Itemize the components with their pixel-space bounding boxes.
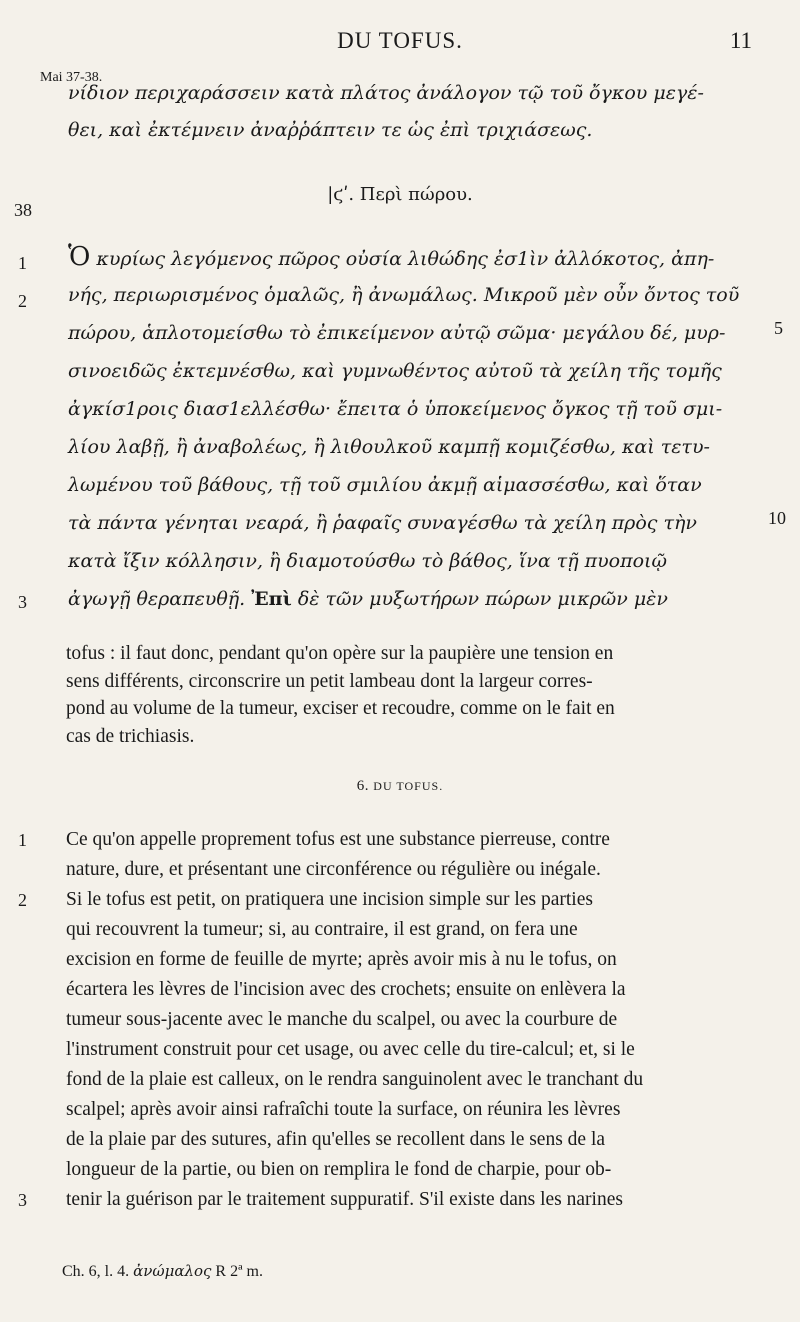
- french-intro-line-4: cas de trichiasis.: [66, 725, 195, 747]
- manuscript-reference: Mai 37-38.: [40, 70, 103, 85]
- french-intro-line-1: tofus : il faut donc, pendant qu'on opère sur la paupière une tension en: [66, 643, 614, 664]
- greek-section-line-10: [68, 580, 768, 618]
- french-line-2: nature, dure, et présentant une circonférence ou régulière ou inégale.: [66, 859, 601, 880]
- french-margin-paragraph-3: 3: [18, 1190, 27, 1210]
- french-line-8: l'instrument construit pour cet usage, ou avec celle du tire-calcul; et, si le: [66, 1039, 635, 1060]
- greek-section-line-4: σινοειδῶς ἐκτεμνέσθω, καὶ γυμνωθέντος αὐτοῦ τὰ χείλη τῆς τομῆς: [68, 360, 722, 382]
- french-line-4: qui recouvrent la tumeur; si, au contraire, il est grand, on fera une: [66, 919, 578, 940]
- footnote-source: R 2ª m.: [211, 1263, 263, 1280]
- french-line-9: fond de la plaie est calleux, on le rendra sanguinolent avec le tranchant du: [66, 1069, 644, 1090]
- french-margin-paragraph-1: 1: [18, 830, 27, 850]
- greek-last-line-start: ἀγωγῇ θεραπευθῇ.: [68, 588, 252, 610]
- greek-section-line-6: λίου λαβῇ, ἢ ἀναβολέως, ἢ λιθουλκοῦ καμπῇ κομιζέσθω, καὶ τετυ-: [68, 436, 710, 458]
- greek-margin-paragraph-2: 2: [18, 291, 27, 311]
- greek-line-2: θει, καὶ ἐκτέμνειν ἀναῤῥάπτειν τε ὡς ἐπὶ τριχιάσεως.: [68, 119, 593, 141]
- greek-line-1: νίδιον περιχαράσσειν κατὰ πλάτος ἀνάλογον τῷ τοῦ ὄγκου μεγέ-: [68, 82, 704, 104]
- greek-section-heading: |ϛʹ. Περὶ πώρου.: [327, 184, 473, 205]
- greek-capital-epi: Ἐπὶ: [251, 588, 292, 610]
- french-line-6: écartera les lèvres de l'incision avec des crochets; ensuite on enlèvera la: [66, 979, 626, 1000]
- french-line-5: excision en forme de feuille de myrte; après avoir mis à nu le tofus, on: [66, 949, 617, 970]
- footnote-reference: Ch. 6, l. 4.: [62, 1263, 134, 1280]
- running-head-title: DU TOFUS.: [337, 28, 463, 53]
- greek-margin-line-10: 10: [768, 508, 786, 528]
- page-number: 11: [729, 28, 752, 53]
- greek-last-line-end: δὲ τῶν μυξωτήρων πώρων μικρῶν μὲν: [291, 588, 668, 610]
- greek-initial-letter: Ὁ: [68, 242, 91, 272]
- greek-section-line-1: [68, 238, 768, 278]
- french-line-1: Ce qu'on appelle proprement tofus est une substance pierreuse, contre: [66, 829, 610, 850]
- footnote: [62, 1262, 263, 1281]
- french-line-13: tenir la guérison par le traitement suppuratif. S'il existe dans les narines: [66, 1189, 623, 1210]
- french-line-11: de la plaie par des sutures, afin qu'elles se recollent dans le sens de la: [66, 1129, 606, 1150]
- greek-section-line-8: τὰ πάντα γένηται νεαρά, ἢ ῥαφαῖς συναγέσθω τὰ χείλη πρὸς τὴν: [68, 512, 697, 534]
- french-line-10: scalpel; après avoir ainsi rafraîchi toute la surface, on réunira les lèvres: [66, 1099, 621, 1120]
- greek-section-line-1-text: κυρίως λεγόμενος πῶρος οὐσία λιθώδης ἐσ1ὶν ἀλλόκοτος, ἀπη-: [90, 248, 715, 270]
- french-intro-line-2: sens différents, circonscrire un petit lambeau dont la largeur corres-: [66, 670, 593, 692]
- greek-margin-paragraph-3: 3: [18, 592, 27, 612]
- french-margin-paragraph-2: 2: [18, 890, 27, 910]
- greek-section-line-9: κατὰ ἴξιν κόλλησιν, ἢ διαμοτούσθω τὸ βάθος, ἵνα τῇ πυοποιῷ: [68, 550, 667, 572]
- greek-section-line-2: νής, περιωρισμένος ὁμαλῶς, ἢ ἀνωμάλως. Μικροῦ μὲν οὖν ὄντος τοῦ: [68, 284, 740, 306]
- french-section-title: DU TOFUS.: [373, 779, 444, 793]
- greek-margin-paragraph-1: 1: [18, 253, 27, 273]
- french-line-3: Si le tofus est petit, on pratiquera une incision simple sur les parties: [66, 889, 593, 910]
- greek-section-line-5: ἀγκίσ1ροις διασ1ελλέσθω· ἔπειτα ὁ ὑποκείμενος ὄγκος τῇ τοῦ σμι-: [68, 398, 723, 420]
- greek-section-line-3: πώρου, ἁπλοτομείσθω τὸ ἐπικείμενον αὐτῷ σῶμα· μεγάλου δέ, μυρ-: [68, 322, 726, 344]
- french-intro-line-3: pond au volume de la tumeur, exciser et recoudre, comme on le fait en: [66, 698, 615, 720]
- french-line-7: tumeur sous-jacente avec le manche du scalpel, ou avec la courbure de: [66, 1009, 618, 1030]
- margin-number-38: 38: [14, 200, 32, 220]
- footnote-greek-word: ἀνώμαλος: [133, 1262, 212, 1280]
- greek-section-line-7: λωμένου τοῦ βάθους, τῇ τοῦ σμιλίου ἀκμῇ αἱμασσέσθω, καὶ ὅταν: [68, 474, 702, 496]
- greek-margin-line-5: 5: [774, 318, 783, 338]
- french-section-number: 6.: [356, 778, 374, 794]
- french-section-heading: [0, 778, 800, 795]
- french-line-12: longueur de la partie, ou bien on remplira le fond de charpie, pour ob-: [66, 1159, 612, 1180]
